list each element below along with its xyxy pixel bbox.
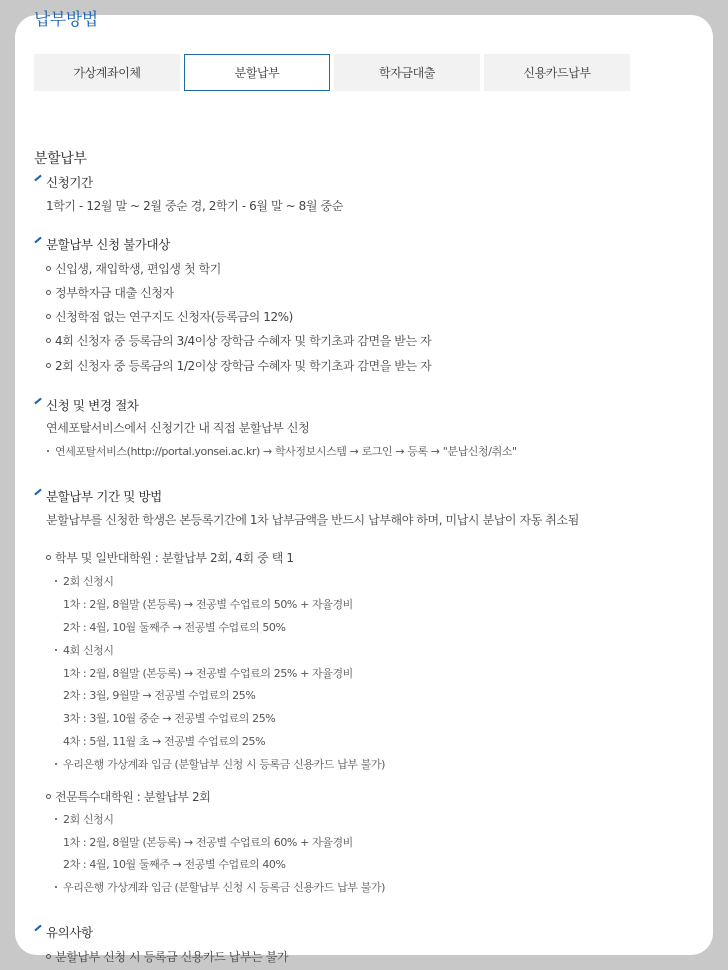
ineligible-title: 분할납부 신청 불가대상: [34, 235, 170, 253]
period-title: 신청기간: [34, 173, 93, 191]
period-text: 1학기 - 12월 말 ~ 2월 중순 경, 2학기 - 6월 말 ~ 8월 중순: [46, 199, 343, 213]
tab-virtual-account[interactable]: 가상계좌이체: [34, 54, 180, 91]
special-two-label: 2회 신청시: [54, 811, 114, 827]
undergrad-title: 학부 및 일반대학원 : 분할납부 2회, 4회 중 택 1: [46, 549, 294, 566]
list-item: 정부학자금 대출 신청자: [46, 284, 174, 301]
list-item: 신청학점 없는 연구지도 신청자(등록금의 12%): [46, 308, 293, 325]
list-item: 4회 신청자 중 등록금의 3/4이상 장학금 수혜자 및 학기초과 감면을 받는 자: [46, 332, 431, 349]
section-heading: 분할납부: [34, 151, 87, 167]
page-title: 납부방법: [34, 10, 98, 30]
procedure-title: 신청 및 변경 절차: [34, 396, 138, 414]
undergrad-four-label: 4회 신청시: [54, 642, 114, 658]
list-item: 신입생, 재입학생, 편입생 첫 학기: [46, 260, 221, 277]
schedule-line: 3차 : 3월, 10월 중순 → 전공별 수업료의 25%: [63, 712, 276, 725]
schedule-line: 1차 : 2월, 8월말 (본등록) → 전공별 수업료의 50% + 자율경비: [63, 598, 353, 611]
content-card: [15, 10, 713, 964]
schedule-line: 2차 : 4월, 10월 둘째주 → 전공별 수업료의 50%: [63, 621, 286, 634]
undergrad-note: 우리은행 가상계좌 입금 (분할납부 신청 시 등록금 신용카드 납부 불가): [54, 756, 385, 772]
tab-installment[interactable]: 분할납부: [184, 54, 330, 91]
tab-credit-card[interactable]: 신용카드납부: [484, 54, 630, 91]
caution-title: 유의사항: [34, 923, 93, 941]
schedule-line: 2차 : 4월, 10월 둘째주 → 전공별 수업료의 40%: [63, 858, 286, 871]
list-item: 2회 신청자 중 등록금의 1/2이상 장학금 수혜자 및 학기초과 감면을 받는 자: [46, 357, 431, 374]
procedure-text: 연세포탈서비스에서 신청기간 내 직접 분할납부 신청: [46, 421, 310, 435]
schedule-line: 1차 : 2월, 8월말 (본등록) → 전공별 수업료의 25% + 자율경비: [63, 667, 353, 680]
special-note: 우리은행 가상계좌 입금 (분할납부 신청 시 등록금 신용카드 납부 불가): [54, 879, 385, 895]
special-title: 전문특수대학원 : 분할납부 2회: [46, 788, 210, 805]
procedure-path: 연세포탈서비스(http://portal.yonsei.ac.kr) → 학사정보시스템 → 로그인 → 등록 → "분납신청/취소": [46, 443, 517, 459]
tab-student-loan[interactable]: 학자금대출: [334, 54, 480, 91]
method-intro: 분할납부를 신청한 학생은 본등록기간에 1차 납부금액을 반드시 납부해야 하며, 미납시 분납이 자동 취소됨: [46, 513, 579, 527]
schedule-line: 2차 : 3월, 9월말 → 전공별 수업료의 25%: [63, 689, 256, 702]
schedule-line: 4차 : 5월, 11월 초 → 전공별 수업료의 25%: [63, 735, 266, 748]
list-item: 분할납부 신청 시 등록금 신용카드 납부는 불가: [46, 948, 288, 965]
schedule-line: 1차 : 2월, 8월말 (본등록) → 전공별 수업료의 60% + 자율경비: [63, 836, 353, 849]
undergrad-two-label: 2회 신청시: [54, 573, 114, 589]
method-title: 분할납부 기간 및 방법: [34, 487, 162, 505]
